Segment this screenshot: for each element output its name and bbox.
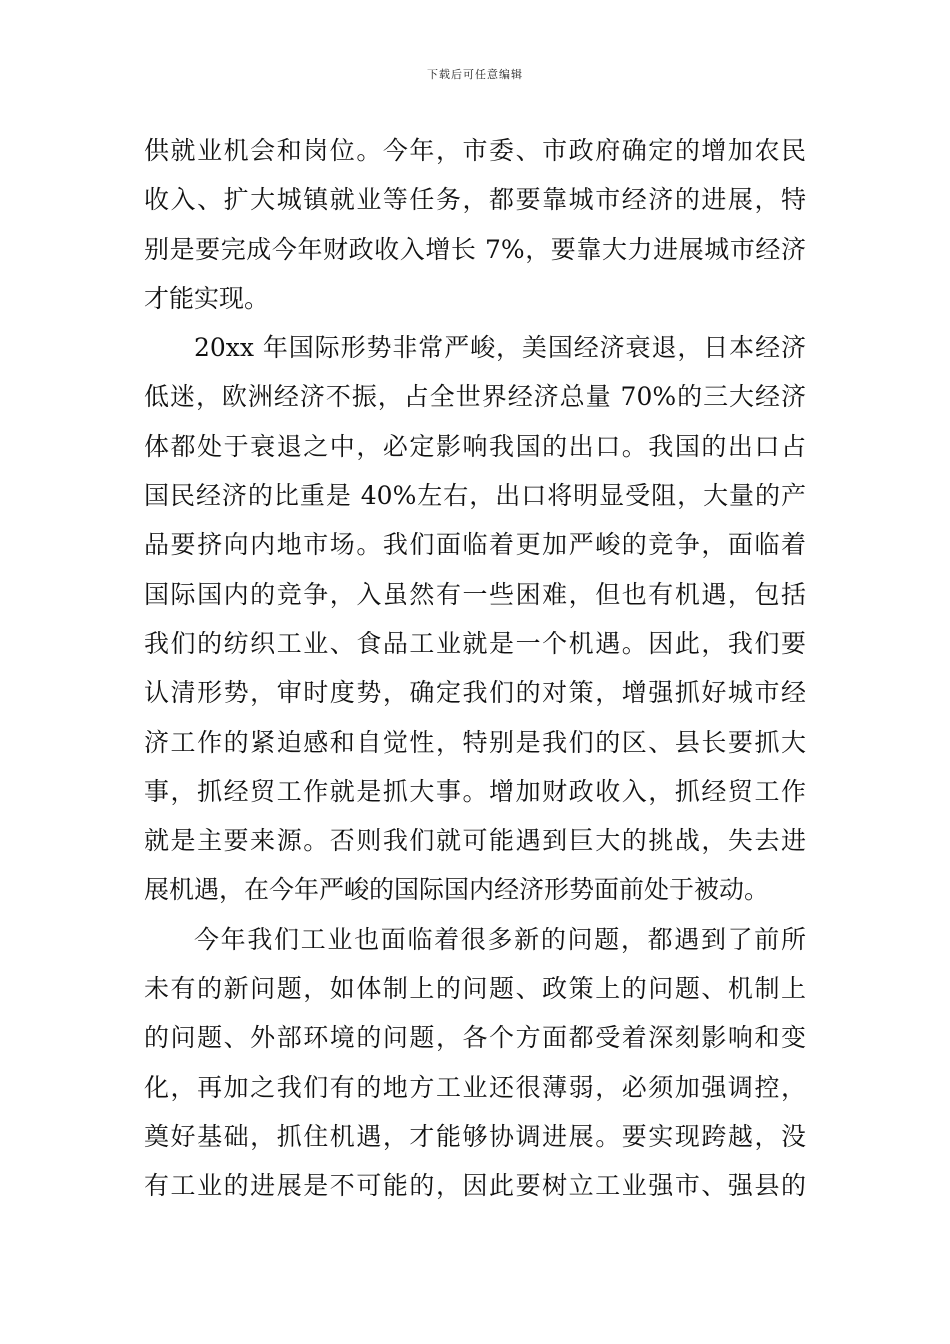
paragraph-2-line-9: 济工作的紧迫感和自觉性，特别是我们的区、县长要抓大 <box>144 727 806 757</box>
paragraph-3-line-3: 的问题、外部环境的问题，各个方面都受着深刻影响和变 <box>144 1023 806 1053</box>
paragraph-2-line-6: 国际国内的竞争，入虽然有一些困难，但也有机遇，包括 <box>144 579 806 609</box>
paragraph-3-line-1: 今年我们工业也面临着很多新的问题，都遇到了前所 <box>194 924 806 954</box>
paragraph-2-line-10: 事，抓经贸工作就是抓大事。增加财政收入，抓经贸工作 <box>144 776 806 806</box>
page-header-note: 下载后可任意编辑 <box>427 68 523 81</box>
paragraph-2-line-12: 展机遇，在今年严峻的国际国内经济形势面前处于被动。 <box>144 875 770 905</box>
paragraph-1-line-3: 别是要完成今年财政收入增长 7%，要靠大力进展城市经济 <box>144 234 806 264</box>
document-body <box>144 126 806 1211</box>
paragraph-1-line-2: 收入、扩大城镇就业等任务，都要靠城市经济的进展，特 <box>144 185 806 215</box>
paragraph-2-line-3: 体都处于衰退之中，必定影响我国的出口。我国的出口占 <box>144 431 806 461</box>
paragraph-2-line-5: 品要挤向内地市场。我们面临着更加严峻的竞争，面临着 <box>144 530 806 560</box>
paragraph-2-line-8: 认清形势，审时度势，确定我们的对策，增强抓好城市经 <box>144 678 806 708</box>
paragraph-3-line-5: 奠好基础，抓住机遇，才能够协调进展。要实现跨越，没 <box>144 1121 806 1151</box>
paragraph-1-line-4: 才能实现。 <box>144 283 270 313</box>
paragraph-3-line-4: 化，再加之我们有的地方工业还很薄弱，必须加强调控， <box>144 1072 806 1102</box>
paragraph-2-line-1: 20xx 年国际形势非常严峻，美国经济衰退，日本经济 <box>194 333 806 363</box>
paragraph-2-line-2: 低迷，欧洲经济不振，占全世界经济总量 70%的三大经济 <box>144 382 806 412</box>
paragraph-2-line-11: 就是主要来源。否则我们就可能遇到巨大的挑战，失去进 <box>144 826 806 856</box>
paragraph-1-line-1: 供就业机会和岗位。今年，市委、市政府确定的增加农民 <box>144 136 806 165</box>
paragraph-3-line-6: 有工业的进展是不可能的，因此要树立工业强市、强县的 <box>144 1171 806 1201</box>
paragraph-2-line-4: 国民经济的比重是 40%左右，出口将明显受阻，大量的产 <box>144 481 806 511</box>
paragraph-2-line-7: 我们的纺织工业、食品工业就是一个机遇。因此，我们要 <box>144 628 806 658</box>
paragraph-3-line-2: 未有的新问题，如体制上的问题、政策上的问题、机制上 <box>144 974 806 1004</box>
